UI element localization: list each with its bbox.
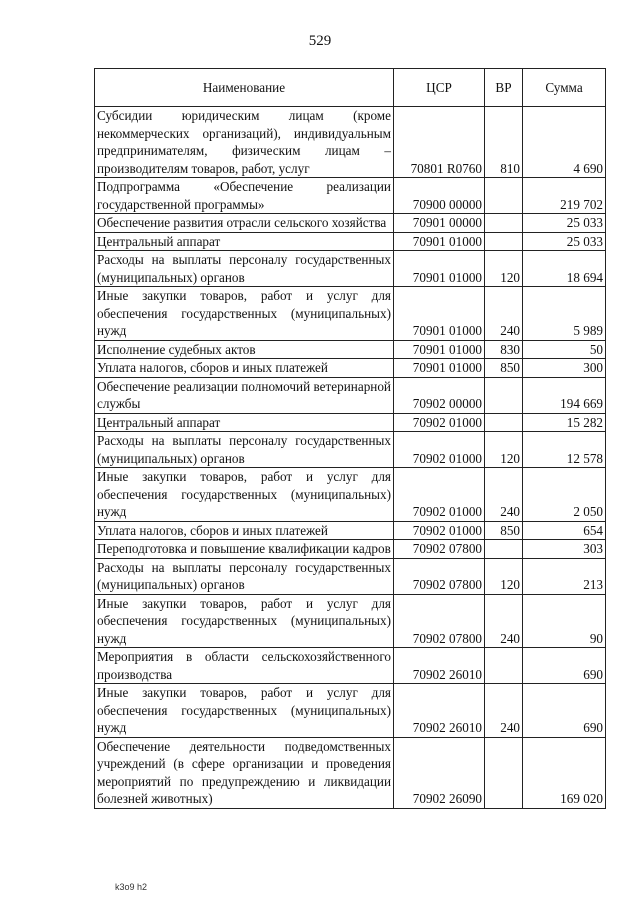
cell-sum: 169 020 xyxy=(523,737,606,808)
cell-vr: 850 xyxy=(485,521,523,540)
cell-name: Исполнение судебных актов xyxy=(95,340,394,359)
table-row xyxy=(95,413,606,432)
cell-sum: 12 578 xyxy=(523,432,606,468)
footer-code: k3o9 h2 xyxy=(115,882,148,892)
cell-sum: 690 xyxy=(523,648,606,684)
cell-name: Субсидии юридическим лицам (кроме некоммерческих организаций), индивидуальным предпринимателям, физическим лицам – производителям товаров, работ, услуг xyxy=(95,107,394,178)
cell-sum: 50 xyxy=(523,340,606,359)
table-row xyxy=(95,521,606,540)
cell-vr: 240 xyxy=(485,468,523,522)
cell-csr: 70901 01000 xyxy=(394,359,485,378)
cell-csr: 70902 07800 xyxy=(394,558,485,594)
table-row xyxy=(95,232,606,251)
cell-sum: 25 033 xyxy=(523,214,606,233)
header-vr: ВР xyxy=(485,69,523,107)
cell-vr xyxy=(485,214,523,233)
cell-csr: 70901 01000 xyxy=(394,232,485,251)
table-row xyxy=(95,540,606,559)
cell-csr: 70901 01000 xyxy=(394,340,485,359)
table-row xyxy=(95,737,606,808)
cell-sum: 18 694 xyxy=(523,251,606,287)
cell-vr: 240 xyxy=(485,594,523,648)
table-row xyxy=(95,684,606,738)
cell-csr: 70902 01000 xyxy=(394,521,485,540)
cell-csr: 70902 07800 xyxy=(394,540,485,559)
table-row xyxy=(95,594,606,648)
cell-name: Иные закупки товаров, работ и услуг для обеспечения государственных (муниципальных) нужд xyxy=(95,287,394,341)
cell-csr: 70901 01000 xyxy=(394,287,485,341)
cell-csr: 70900 00000 xyxy=(394,178,485,214)
cell-csr: 70902 07800 xyxy=(394,594,485,648)
cell-sum: 219 702 xyxy=(523,178,606,214)
cell-csr: 70902 01000 xyxy=(394,468,485,522)
cell-name: Подпрограмма «Обеспечение реализации государственной программы» xyxy=(95,178,394,214)
cell-csr: 70801 R0760 xyxy=(394,107,485,178)
cell-name: Уплата налогов, сборов и иных платежей xyxy=(95,359,394,378)
cell-csr: 70902 01000 xyxy=(394,432,485,468)
table-row xyxy=(95,107,606,178)
cell-csr: 70901 01000 xyxy=(394,251,485,287)
cell-sum: 213 xyxy=(523,558,606,594)
cell-name: Иные закупки товаров, работ и услуг для обеспечения государственных (муниципальных) нужд xyxy=(95,594,394,648)
table-row xyxy=(95,359,606,378)
cell-name: Расходы на выплаты персоналу государственных (муниципальных) органов xyxy=(95,558,394,594)
cell-vr: 850 xyxy=(485,359,523,378)
cell-name: Обеспечение деятельности подведомственных учреждений (в сфере организации и проведения мероприятий по предупреждению и ликвидации болезней животных) xyxy=(95,737,394,808)
table-row xyxy=(95,377,606,413)
cell-name: Переподготовка и повышение квалификации кадров xyxy=(95,540,394,559)
cell-vr xyxy=(485,232,523,251)
cell-sum: 5 989 xyxy=(523,287,606,341)
table-row xyxy=(95,251,606,287)
header-name: Наименование xyxy=(95,69,394,107)
budget-table xyxy=(94,68,606,809)
cell-csr: 70901 00000 xyxy=(394,214,485,233)
cell-sum: 303 xyxy=(523,540,606,559)
cell-name: Центральный аппарат xyxy=(95,413,394,432)
cell-vr: 240 xyxy=(485,684,523,738)
cell-vr: 120 xyxy=(485,251,523,287)
cell-vr xyxy=(485,737,523,808)
cell-csr: 70902 26010 xyxy=(394,684,485,738)
table-row xyxy=(95,214,606,233)
cell-name: Обеспечение развития отрасли сельского хозяйства xyxy=(95,214,394,233)
cell-csr: 70902 01000 xyxy=(394,413,485,432)
cell-vr xyxy=(485,178,523,214)
table-header-row xyxy=(95,69,606,107)
table-row xyxy=(95,468,606,522)
cell-name: Центральный аппарат xyxy=(95,232,394,251)
cell-sum: 4 690 xyxy=(523,107,606,178)
cell-csr: 70902 26010 xyxy=(394,648,485,684)
cell-name: Иные закупки товаров, работ и услуг для обеспечения государственных (муниципальных) нужд xyxy=(95,684,394,738)
cell-sum: 25 033 xyxy=(523,232,606,251)
cell-sum: 2 050 xyxy=(523,468,606,522)
cell-sum: 654 xyxy=(523,521,606,540)
cell-csr: 70902 26090 xyxy=(394,737,485,808)
table-row xyxy=(95,558,606,594)
table-row xyxy=(95,648,606,684)
cell-vr: 120 xyxy=(485,558,523,594)
header-sum: Сумма xyxy=(523,69,606,107)
cell-name: Мероприятия в области сельскохозяйственного производства xyxy=(95,648,394,684)
cell-name: Уплата налогов, сборов и иных платежей xyxy=(95,521,394,540)
cell-vr: 240 xyxy=(485,287,523,341)
table-body xyxy=(95,107,606,809)
cell-name: Обеспечение реализации полномочий ветеринарной службы xyxy=(95,377,394,413)
cell-vr xyxy=(485,413,523,432)
table-row xyxy=(95,287,606,341)
cell-csr: 70902 00000 xyxy=(394,377,485,413)
cell-sum: 300 xyxy=(523,359,606,378)
cell-vr xyxy=(485,648,523,684)
table-row xyxy=(95,340,606,359)
cell-name: Расходы на выплаты персоналу государственных (муниципальных) органов xyxy=(95,251,394,287)
cell-sum: 15 282 xyxy=(523,413,606,432)
table-row xyxy=(95,432,606,468)
cell-sum: 90 xyxy=(523,594,606,648)
cell-name: Иные закупки товаров, работ и услуг для обеспечения государственных (муниципальных) нужд xyxy=(95,468,394,522)
cell-vr xyxy=(485,540,523,559)
cell-vr: 830 xyxy=(485,340,523,359)
cell-vr: 120 xyxy=(485,432,523,468)
cell-vr xyxy=(485,377,523,413)
header-csr: ЦСР xyxy=(394,69,485,107)
page-number: 529 xyxy=(308,33,332,49)
cell-vr: 810 xyxy=(485,107,523,178)
cell-sum: 194 669 xyxy=(523,377,606,413)
table-row xyxy=(95,178,606,214)
cell-sum: 690 xyxy=(523,684,606,738)
cell-name: Расходы на выплаты персоналу государственных (муниципальных) органов xyxy=(95,432,394,468)
